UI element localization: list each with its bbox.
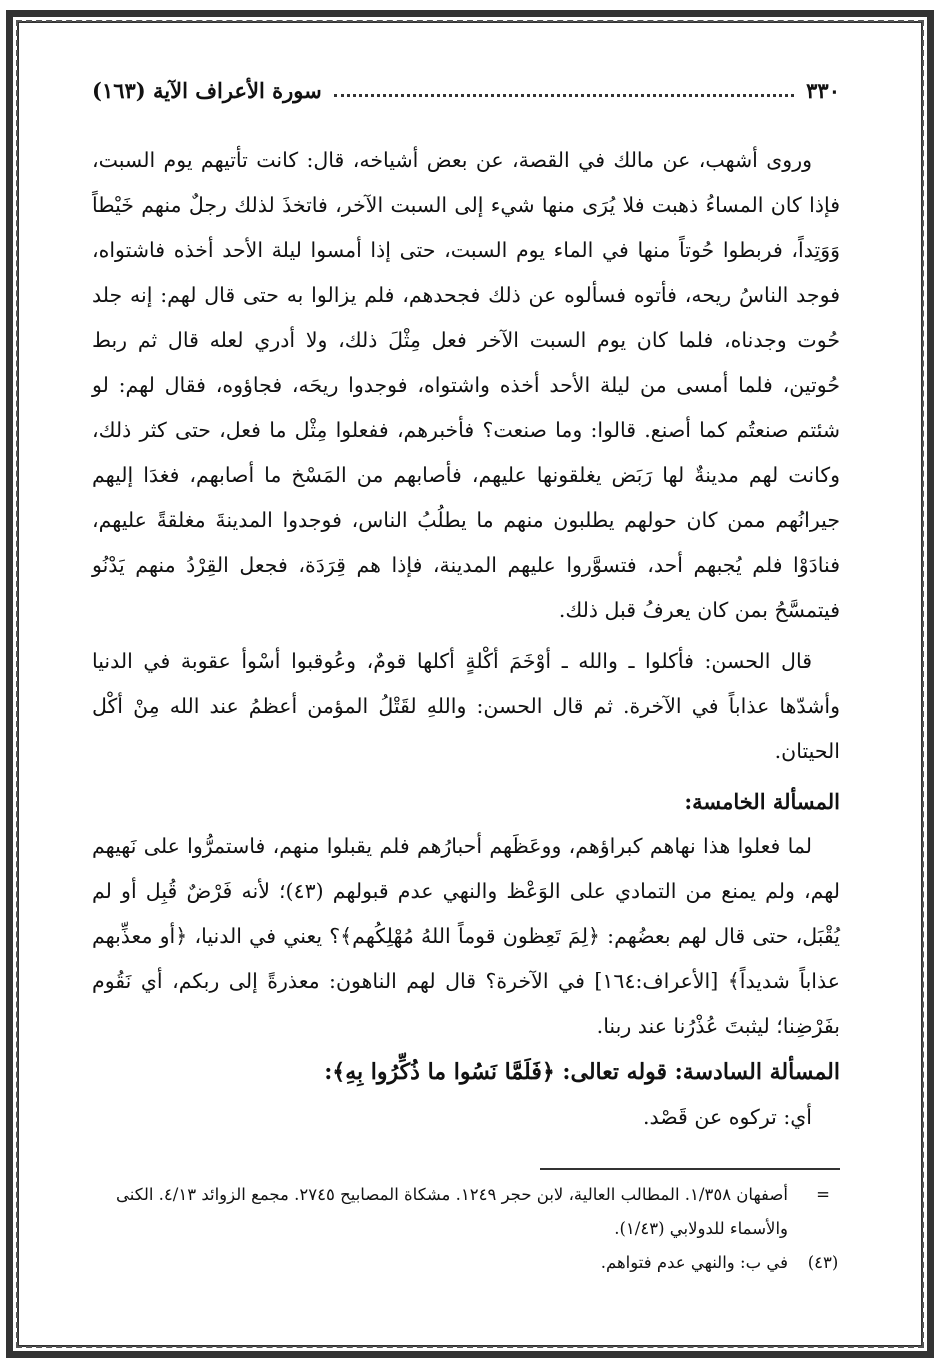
footnote-rule bbox=[540, 1168, 840, 1170]
footnote-text: في ب: والنهي عدم فتواهم. bbox=[600, 1253, 788, 1272]
footnotes bbox=[92, 1168, 840, 1280]
footnote-mark: (٤٣) bbox=[807, 1253, 839, 1272]
header-title: سورة الأعراف الآية (١٦٣) bbox=[92, 77, 322, 103]
footnote-continuation bbox=[92, 1178, 840, 1246]
footnote-text: أصفهان ١/٣٥٨. المطالب العالية، لابن حجر ١٢٤٩. مشكاة المصابيح ٢٧٤٥. مجمع الزوائد ٤/١٣. الكنى والأسماء للدولابي (١/٤٣). bbox=[115, 1185, 788, 1238]
header-dot-leader bbox=[334, 84, 794, 97]
section-six-text: أي: تركوه عن قَصْد. bbox=[643, 1105, 812, 1129]
paragraph-ashhab-narration: وروى أشهب، عن مالك في القصة، عن بعض أشياخه، قال: كانت تأتيهم يوم السبت، فإذا كان المساءُ ذهبت فلا يُرَى منها شيء إلى السبت الآخر، فاتخذَ لذلك رجلٌ منهم خَيْطاً وَوَتِداً، فربطوا حُوتاً منها في الماء يوم السبت، حتى إذا أمسوا ليلة الأحد أخذه فاشتواه، فوجد الناسُ ريحه، فأتوه فسألوه عن ذلك فجحدهم، فلم يزالوا به حتى قال لهم: إنه جلد حُوت وجدناه، فلما كان يوم السبت الآخر فعل مِثْلَ ذلك، ولا أدري لعله قال ثم ربط حُوتين، فلما أمسى من ليلة الأحد أخذه واشتواه، فوجدوا ريحَه، فجاؤوه، فقال لهم: لو شئتم صنعتُم كما أصنع. قالوا: وما صنعت؟ فأخبرهم، ففعلوا مِثْل ما فعل، حتى كثر ذلك، وكانت لهم مدينةٌ لها رَبَض يغلقونها عليهم، فأصابهم من المَسْخ ما أصابهم، فغدَا إليهم جيرانُهم ممن كان حولهم يطلبون منهم ما يطلُبُ الناس، فوجدوا المدينةَ مغلقةً عليهم، فنادَوْا فلم يُجبهم أحد، فتسوَّروا عليهم المدينة، فإذا هم قِرَدَة، فجعل القِرْدُ منهم يَدْنُو فيتمسَّحُ بمن كان يعرفُ قبل ذلك. bbox=[92, 148, 840, 622]
page-number: ٣٣٠ bbox=[806, 77, 840, 103]
page-content bbox=[92, 70, 840, 1140]
running-header bbox=[92, 70, 840, 110]
footnote-mark: = bbox=[816, 1185, 830, 1204]
paragraph-hasan-saying: قال الحسن: فأكلوا ـ والله ـ أوْخَمَ أكْلةٍ أكلها قومٌ، وعُوقبوا أسْوأ عقوبة في الدنيا وأشدّها عذاباً في الآخرة. ثم قال الحسن: واللهِ لقَتْلُ المؤمن أعظمُ عند الله مِنْ أكْل الحيتان. bbox=[92, 649, 840, 763]
section-five-text: لما فعلوا هذا نهاهم كبراؤهم، ووعَظَهم أحبارُهم فلم يقبلوا منهم، فاستمرُّوا على نَهيهم لهم، ولم يمنع من التمادي على الوَعْظ والنهي عدم قبولهم (٤٣)؛ لأنه فَرْضٌ قُبِل أو لم يُقْبَل، حتى قال لهم بعضُهم: ﴿لِمَ تَعِظون قوماً اللهُ مُهْلِكُهم﴾؟ يعني في الدنيا، ﴿أو معذِّبهم عذاباً شديداً﴾ [الأعراف:١٦٤] في الآخرة؟ قال لهم الناهون: معذرةً إلى ربكم، أي نَقُوم بفَرْضِنا؛ ليثبتَ عُذْرُنا عند ربنا. bbox=[92, 834, 840, 1038]
section-six-heading: المسألة السادسة: قوله تعالى: ﴿فَلَمَّا نَسُوا ما ذُكِّرُوا بِهِ﴾: bbox=[324, 1059, 840, 1085]
footnote-43 bbox=[92, 1246, 840, 1280]
section-five-heading: المسألة الخامسة: bbox=[684, 789, 840, 814]
